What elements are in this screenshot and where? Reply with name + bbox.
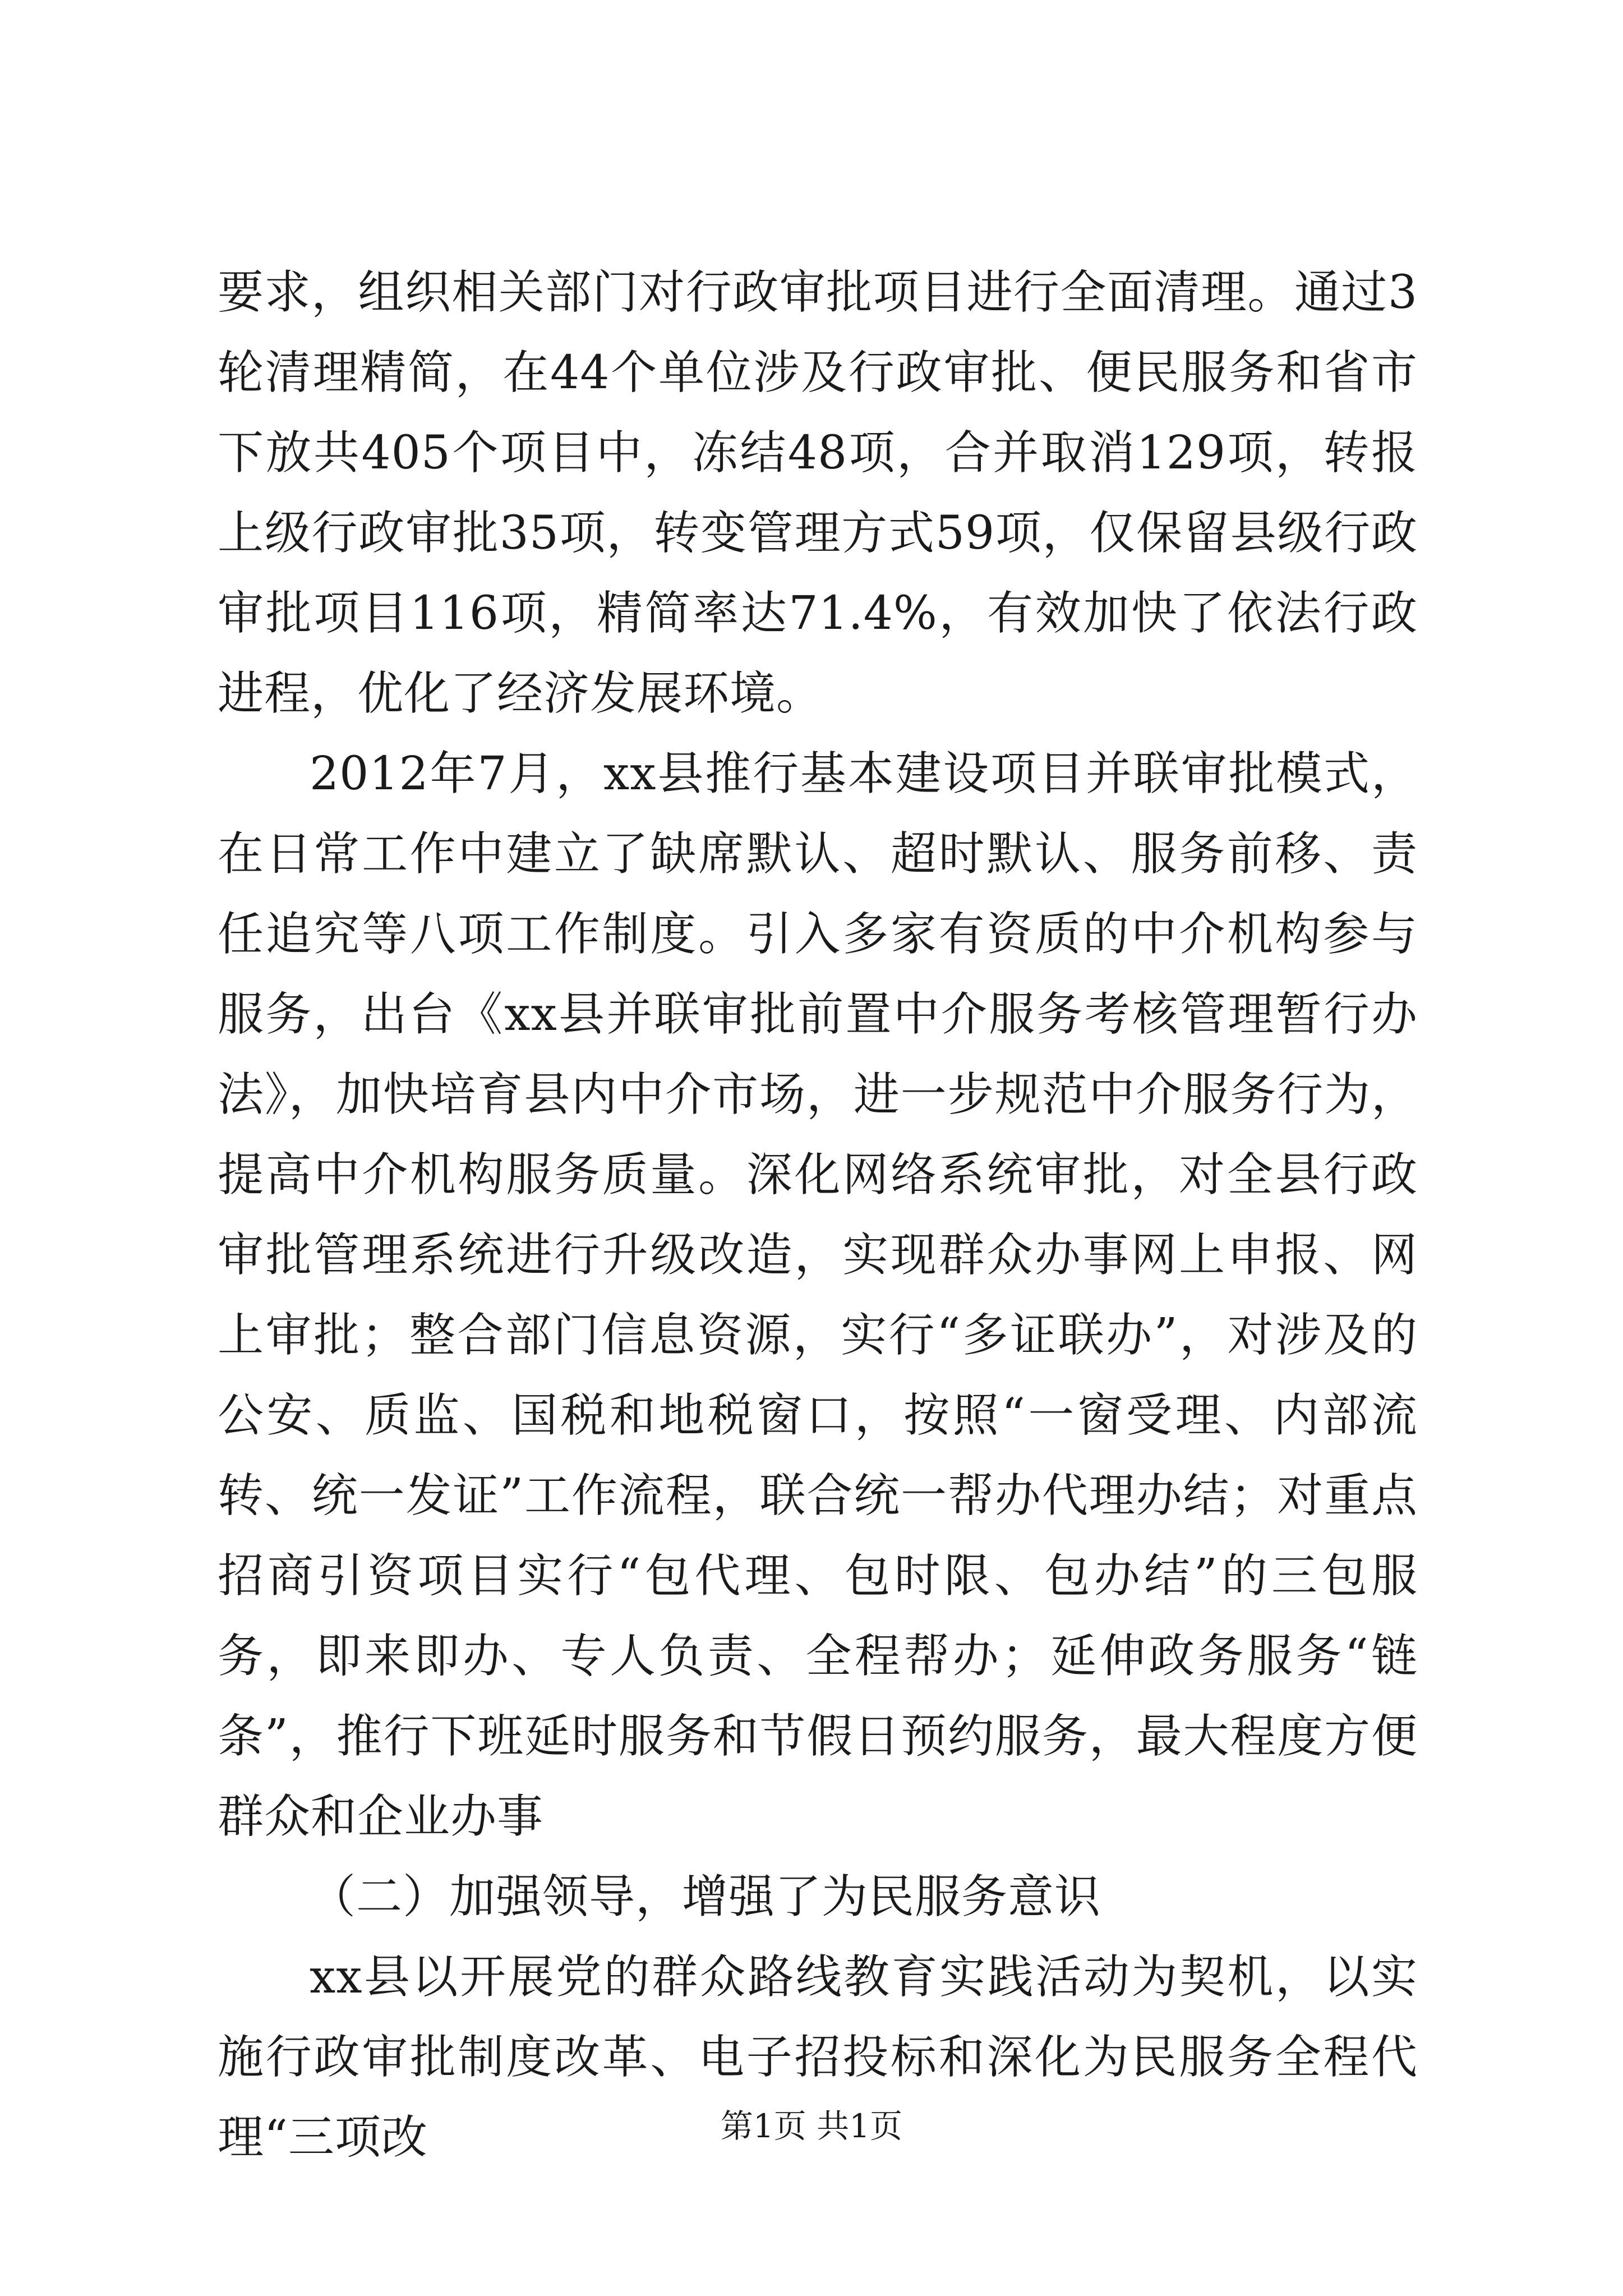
page-footer <box>0 2104 1623 2148</box>
paragraph-approval-cleanup: 要求，组织相关部门对行政审批项目进行全面清理。通过3轮清理精简，在44个单位涉及行政审批、便民服务和省市下放共405个项目中，冻结48项，合并取消129项，转报上级行政审批35项，转变管理方式59项，仅保留县级行政审批项目116项，精简率达71.4%，有效加快了依法行政进程，优化了经济发展环境。 <box>218 266 1418 720</box>
paragraph-parallel-approval: 2012年7月，xx县推行基本建设项目并联审批模式，在日常工作中建立了缺席默认、超时默认、服务前移、责任追究等八项工作制度。引入多家有资质的中介机构参与服务，出台《xx县并联审批前置中介服务考核管理暂行办法》，加快培育县内中介市场，进一步规范中介服务行为，提高中介机构服务质量。深化网络系统审批，对全县行政审批管理系统进行升级改造，实现群众办事网上申报、网上审批；整合部门信息资源，实行“多证联办”，对涉及的公安、质监、国税和地税窗口，按照“一窗受理、内部流转、统一发证”工作流程，联合统一帮办代理办结；对重点招商引资项目实行“包代理、包时限、包办结”的三包服务，即来即办、专人负责、全程帮办；延伸政务服务“链条”，推行下班延时服务和节假日预约服务，最大程度方便群众和企业办事 <box>218 747 1418 1843</box>
section-heading: （二）加强领导，增强了为民服务意识 <box>310 1870 1101 1924</box>
document-body <box>218 252 1418 2178</box>
page-number-label: 第1页 共1页 <box>720 2107 903 2145</box>
paragraph-mass-line: xx县以开展党的群众路线教育实践活动为契机，以实施行政审批制度改革、电子招投标和深化为民服务全程代理“三项改 <box>218 1950 1418 2164</box>
